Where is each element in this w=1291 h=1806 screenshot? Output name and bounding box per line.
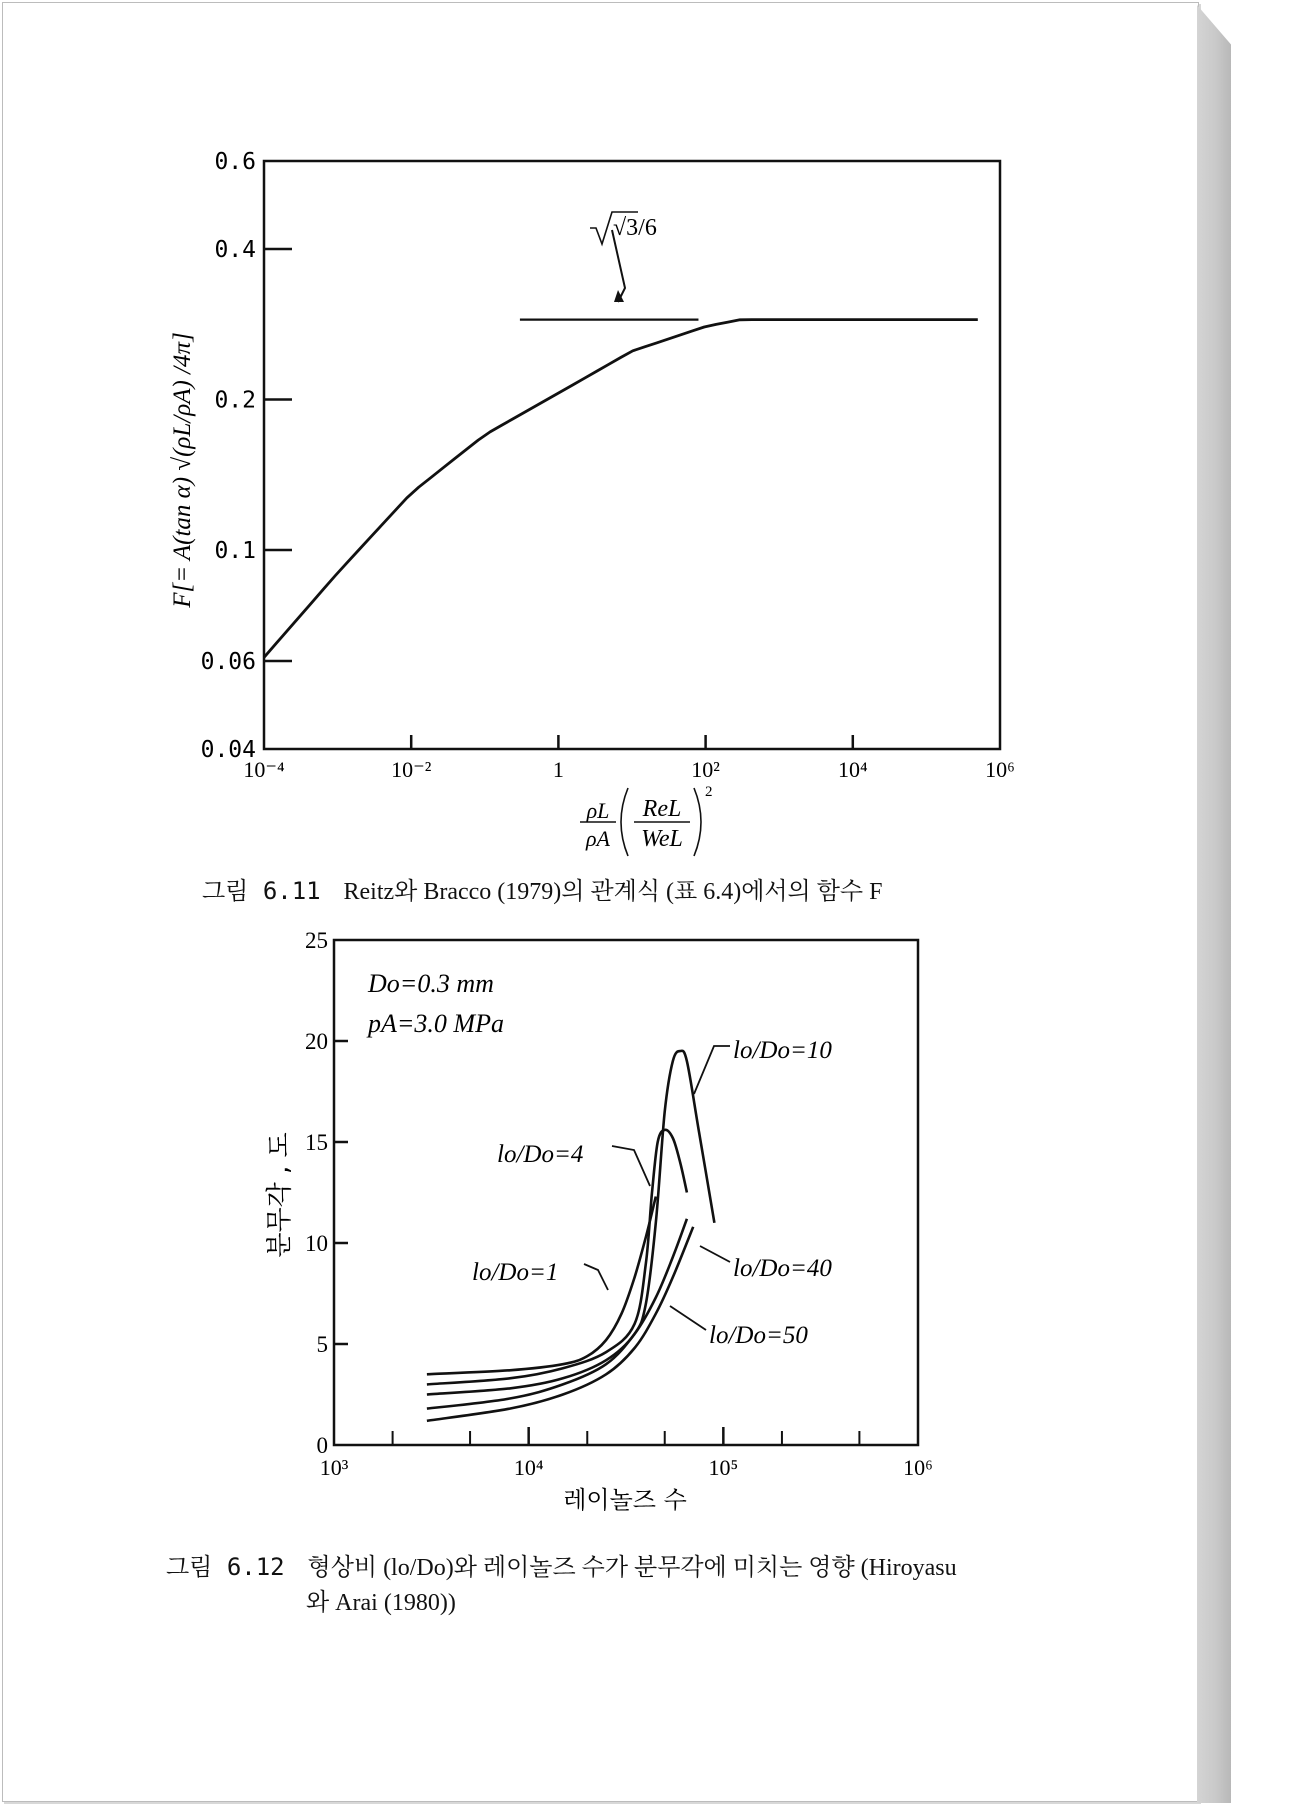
chart1-x-tick-label: 10⁴ xyxy=(837,757,868,782)
chart1-x-tick-label: 10⁶ xyxy=(985,757,1015,782)
chart1-xlabel-we: WeL xyxy=(641,826,683,852)
chart1-xlabel-paren-left xyxy=(621,788,628,856)
chart1-frame xyxy=(264,161,1000,749)
chart1-curve-F xyxy=(264,320,978,658)
chart1-x-tick-label: 10⁻⁴ xyxy=(243,757,285,782)
caption-6-11-label: 그림 6.11 xyxy=(202,877,321,905)
chart2-label-lo-do-1: lo/Do=1 xyxy=(472,1259,559,1286)
chart1-series xyxy=(264,320,978,658)
chart1-ylabel xyxy=(169,332,196,609)
chart2-y-tick-label: 5 xyxy=(316,1332,328,1357)
chart2-y-tick-label: 20 xyxy=(305,1029,328,1054)
chart1-xlabel-den: ρA xyxy=(586,826,610,851)
chart1-xlabel-re: ReL xyxy=(642,796,682,822)
caption-6-12-text-1: 형상비 (lo/Do)와 레이놀즈 수가 분무각에 미치는 영향 (Hiroyasu xyxy=(307,1555,957,1581)
chart2-label-lo-do-10: lo/Do=10 xyxy=(733,1037,832,1064)
caption-6-12-label: 그림 6.12 xyxy=(166,1553,285,1581)
chart1-ylabel-text: F[= A(tan α) √(ρL/ρA) /4π] xyxy=(169,332,196,608)
chart2-x-tick-label: 10⁶ xyxy=(903,1455,933,1480)
chart2-y-tick-label: 10 xyxy=(305,1231,328,1256)
caption-6-12-line2 xyxy=(166,1585,957,1620)
chart2-condition-do: Do=0.3 mm xyxy=(368,969,494,998)
chart2-ylabel-text: 분무각 , 도 xyxy=(265,1132,295,1258)
figure-6-11-caption xyxy=(202,874,882,909)
chart1-y-tick-label: 0.06 xyxy=(200,648,256,675)
chart1-x-tick-label: 1 xyxy=(552,757,564,782)
chart2-label-lo-do-50: lo/Do=50 xyxy=(709,1322,808,1349)
chart2-label-lo-do-4: lo/Do=4 xyxy=(497,1141,584,1168)
chart2-y-tick-label: 25 xyxy=(305,928,328,953)
chart1-y-tick-label: 0.04 xyxy=(200,737,256,763)
chart2-x-tick-label: 10⁵ xyxy=(708,1455,739,1480)
chart1-annotation-label: √3/6 xyxy=(613,215,657,241)
caption-6-12-text-2: 와 Arai (1980)) xyxy=(306,1590,456,1616)
chart1-xlabel-paren-right xyxy=(694,788,701,856)
chart1-x-tick-label: 10⁻² xyxy=(391,757,432,782)
chart1-ticks xyxy=(201,149,1015,782)
caption-6-12-line1 xyxy=(166,1550,957,1585)
caption-6-11-text: Reitz와 Bracco (1979)의 관계식 (표 6.4)에서의 함수 F xyxy=(343,879,883,905)
chart2-condition-pa: pA=3.0 MPa xyxy=(368,1009,504,1038)
chart1-y-tick-label: 0.1 xyxy=(214,538,256,565)
chart1-annotation xyxy=(520,212,699,320)
figure-6-12-caption xyxy=(166,1550,957,1620)
chart1-xlabel xyxy=(580,784,713,856)
chart2-label-lo-do-40: lo/Do=40 xyxy=(733,1255,832,1282)
chart2-y-tick-label: 15 xyxy=(305,1130,328,1155)
chart1-y-tick-label: 0.4 xyxy=(214,237,256,264)
chart2-x-tick-label: 10³ xyxy=(319,1455,349,1480)
chart1-y-tick-label: 0.2 xyxy=(214,387,256,414)
chart2-x-tick-label: 10⁴ xyxy=(513,1455,544,1480)
chart1-x-tick-label: 10² xyxy=(691,757,720,782)
chart1-xlabel-num: ρL xyxy=(586,798,610,823)
chart1-xlabel-exp: 2 xyxy=(705,784,713,800)
chart1-axes xyxy=(264,161,1000,749)
chart2-y-tick-label: 0 xyxy=(316,1433,328,1458)
chart1-y-tick-label: 0.6 xyxy=(214,149,256,175)
figure-6-11-chart xyxy=(0,0,1291,880)
chart2-xlabel: 레이놀즈 수 xyxy=(563,1486,687,1514)
